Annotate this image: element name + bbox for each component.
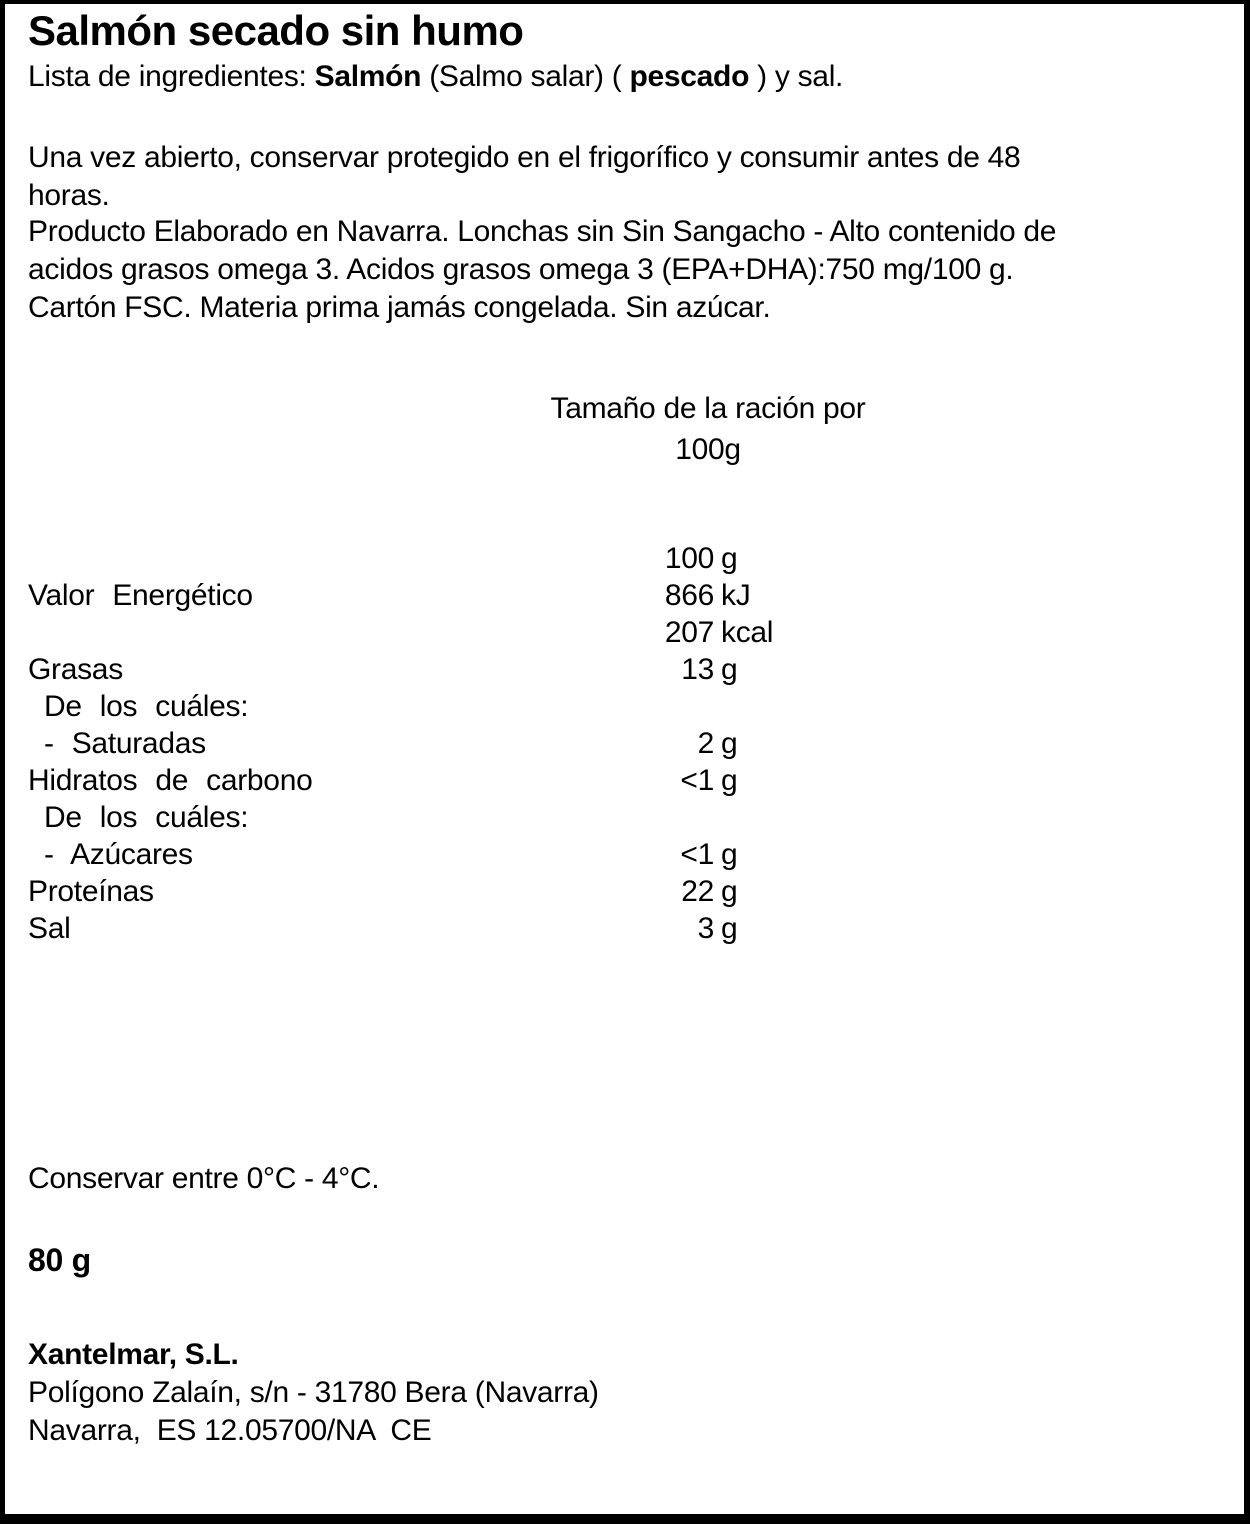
nutrition-row (28, 762, 1218, 799)
column-header-amount: 100 (664, 542, 714, 575)
ingredients-species: Salmón (314, 60, 422, 93)
manufacturer-name: Xantelmar, S.L. (28, 1338, 239, 1371)
storage-instructions (28, 139, 1020, 215)
nutrient-amount: 866 (664, 579, 714, 612)
nutrition-row (28, 651, 1218, 688)
column-header-spacer (28, 540, 588, 577)
nutrient-label (28, 614, 588, 651)
text-line: Producto Elaborado en Navarra. Lonchas sin Sin Sangacho - Alto contenido de (28, 215, 1057, 248)
ingredients-allergen: pescado (629, 60, 750, 93)
nutrient-label: Proteínas (28, 875, 154, 908)
nutrition-row (28, 799, 1218, 836)
nutrition-column-header (28, 540, 1218, 577)
text-line: Cartón FSC. Materia prima jamás congelada. Sin azúcar. (28, 291, 771, 324)
nutrient-unit: g (721, 653, 738, 686)
manufacturer-address: Polígono Zalaín, s/n - 31780 Bera (Navarra) (28, 1376, 599, 1409)
serving-size-line2: 100g (675, 433, 741, 466)
nutrient-amount (588, 688, 714, 725)
production-info (28, 213, 1056, 327)
column-header-unit: g (721, 542, 738, 575)
nutrient-label: Sal (28, 912, 71, 945)
nutrient-amount: 13 (681, 653, 714, 686)
manufacturer-block (28, 1336, 599, 1450)
nutrient-unit: g (721, 875, 738, 908)
nutrient-amount: <1 (680, 764, 714, 797)
product-title: Salmón secado sin humo (28, 7, 524, 54)
nutrient-unit (714, 799, 721, 836)
text-line: Una vez abierto, conservar protegido en el frigorífico y consumir antes de 48 (28, 141, 1021, 174)
nutrition-row (28, 836, 1218, 873)
nutrient-unit: kJ (721, 579, 751, 612)
nutrient-unit: g (721, 764, 738, 797)
nutrition-row (28, 688, 1218, 725)
nutrient-amount: 207 (664, 616, 714, 649)
nutrient-amount: 2 (697, 727, 714, 760)
text-line: acidos grasos omega 3. Acidos grasos omega 3 (EPA+DHA):750 mg/100 g. (28, 253, 1014, 286)
nutrient-unit: g (721, 838, 738, 871)
nutrition-row (28, 577, 1218, 614)
nutrient-label: - Azúcares (44, 838, 193, 871)
serving-size-header (28, 388, 1250, 470)
nutrient-amount: 3 (697, 912, 714, 945)
nutrient-label: De los cuáles: (44, 690, 249, 723)
ingredients-middle: (Salmo salar) ( (421, 60, 630, 93)
ingredients-prefix: Lista de ingredientes: (28, 60, 315, 93)
text-line: horas. (28, 179, 110, 212)
ingredients-line (28, 58, 843, 95)
nutrient-unit: kcal (721, 616, 774, 649)
nutrition-row (28, 910, 1218, 947)
nutrient-label: Grasas (28, 653, 123, 686)
nutrition-table (28, 540, 1218, 947)
nutrient-label: Valor Energético (28, 579, 253, 612)
nutrient-amount: <1 (680, 838, 714, 871)
ingredients-suffix: ) y sal. (749, 60, 844, 93)
nutrient-amount: 22 (681, 875, 714, 908)
nutrient-unit (714, 688, 721, 725)
serving-size-line1: Tamaño de la ración por (550, 392, 866, 425)
nutrition-row (28, 725, 1218, 762)
net-weight: 80 g (28, 1242, 91, 1278)
storage-temperature: Conservar entre 0°C - 4°C. (28, 1162, 380, 1195)
nutrient-label: - Saturadas (44, 727, 206, 760)
nutrition-rows (28, 577, 1218, 947)
nutrient-amount (588, 799, 714, 836)
nutrition-row (28, 873, 1218, 910)
nutrient-unit: g (721, 912, 738, 945)
nutrition-row (28, 614, 1218, 651)
nutrient-label: De los cuáles: (44, 801, 249, 834)
manufacturer-registration: Navarra, ES 12.05700/NA CE (28, 1414, 432, 1447)
nutrient-unit: g (721, 727, 738, 760)
nutrient-label: Hidratos de carbono (28, 764, 313, 797)
